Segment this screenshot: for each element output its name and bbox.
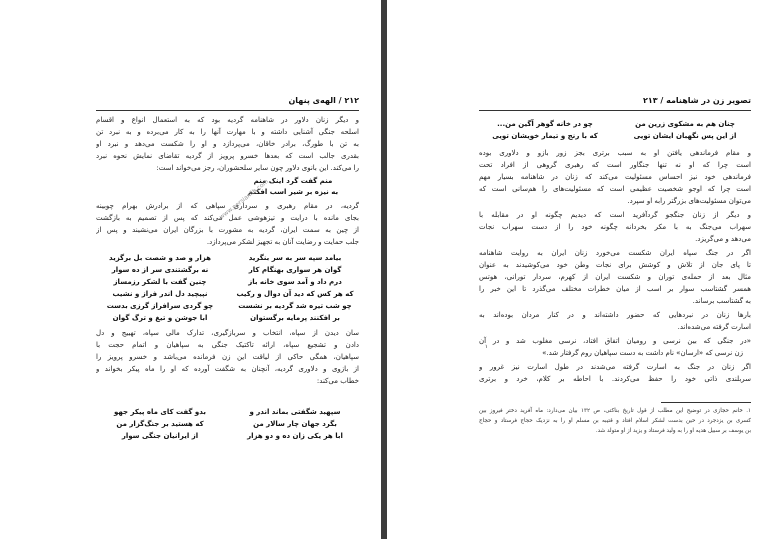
right-page-header: تصویر زن در شاهنامه / ۲۱۳ xyxy=(642,96,751,105)
left-body xyxy=(96,114,359,534)
left-page xyxy=(0,0,381,539)
body-line: جلب حمایت و رضایت آنان به تجهیز لشکر می‌پردازد. xyxy=(206,238,359,246)
right-header-rule xyxy=(479,110,751,111)
verse-hemistich: به نیزه بر شیر اسب افکنم xyxy=(247,188,339,196)
body-line: به گشتاسب برساند. xyxy=(692,297,751,305)
verse-hemistich: درم داد و آمد سوی خانه باز xyxy=(248,278,342,286)
footnote-line: کسری بن یزدجرد در حین بدست لشکر اسلام افتاد و قتیبه بن مسلم او را به نزدیک حجاج فرستاد و حجاج xyxy=(479,418,751,424)
verse-hemistich: نپیچید دل اندر فراز و نشیب xyxy=(112,290,208,298)
body-line: می‌دهد و می‌گریزد. xyxy=(695,235,751,243)
verse-hemistich: ابا جوشن و تیغ و ترگ گوان xyxy=(112,314,208,322)
verse-hemistich: منم گفت گرد اینک منم xyxy=(253,177,333,185)
verse-hemistich: چنین گفت با لشکر رزمساز xyxy=(113,278,207,286)
verse-hemistich: هزار و صد و شصت بل برگزید xyxy=(109,254,211,262)
body-line: سهراب می‌جنگ به با مکر بخردانه چگونه خود را از دست سهراب نجات xyxy=(479,223,751,231)
body-line: می‌توان مسئولیت‌های بزرگتر رابه او سپرد. xyxy=(627,197,751,205)
left-header-rule xyxy=(96,110,359,111)
body-line: مثال بعد از حمله‌ی توران و شکست ایران از کهرم، سردار تورانی، هوتس xyxy=(479,273,751,281)
body-line: بجای مانده با درایت و تیزهوشی عمل می‌کند که پس از تصمیم به بازگشت xyxy=(96,214,359,222)
body-line: اگر در جنگ سپاه ایران شکست می‌خورد زنان ایران به روایت شاهنامه xyxy=(479,249,751,257)
body-line: از بازوی و دلاوری گردیه، آنچنان به شگفت آورده که او را ماه پیکر بخواند و xyxy=(96,365,359,373)
verse-hemistich: گوان هر سواری بهنگام کار xyxy=(248,266,342,274)
body-line: سان دیدن از سپاه، انتخاب و سربازگیری، تدارک مالی سپاه، تهییج و دل xyxy=(96,329,359,337)
watermark: www.persianlib.com xyxy=(218,178,270,221)
body-line: بارها زنان در نبردهایی که حضور داشته‌اند و در کنار مردان بوده‌اند به xyxy=(479,311,751,319)
body-line: دادن و تشجیع سپاه، ارائه تاکتیک جنگی به سپاهیان و اتمام حجت با xyxy=(96,341,359,349)
body-line: زن نرسی که «ارسان» نام داشت به دست سپاهیان روم گرفتار شد.» xyxy=(542,349,743,357)
verse-hemistich: که هستید بر جنگ‌گزار من xyxy=(116,420,204,428)
body-line: اگر زنان در جنگ به اسارت گرفته می‌شدند در طول اسارت نیز غرور و xyxy=(479,363,751,371)
verse-hemistich: چو در خانه گوهر آگین من... xyxy=(497,120,593,128)
body-line: بقدری جالب است که بعدها خسرو پرویز از گردیه تقاضای نمایش نحوه نبرد xyxy=(96,152,359,160)
body-line: به تن با طورگ، برادر خاقان، می‌پردازد و او را شکست می‌دهد و نبرد او xyxy=(96,140,359,148)
left-page-header: ۲۱۲ / الهه‌ی پنهان xyxy=(288,96,359,105)
right-body xyxy=(479,118,751,418)
verse-hemistich: ابا هر یکی زان ده و دو هزار xyxy=(247,432,343,440)
body-line: تا پای جان از تلاش و کوشش برای نجات وطن خود می‌کوشیدند به عنوان xyxy=(479,261,751,269)
right-page xyxy=(387,0,768,539)
body-line: همسر گشتاسب سوار بر اسب از میان خطرات مختلف می‌گذرد تا این خبر را xyxy=(479,285,751,293)
verse-hemistich: سپهبد شگفتی بماند اندر و xyxy=(249,408,341,416)
body-line: سپاهیان، همگی حاکی از لیاقت این زن فرمانده می‌باشد و خسرو پرویز را xyxy=(96,353,359,361)
body-line: و مقام فرماندهی یافتن او به سبب برتری بجز زور بازو و دلاوری بوده xyxy=(479,149,751,157)
body-line: اسلحه جنگی آشنایی داشته و با مهارت آنها را به کار می‌برده و به نبرد تن xyxy=(96,128,359,136)
body-line: سربلندی ذاتی خود را حفظ می‌کردند. با احاطه بر کلام، خرد و برتری xyxy=(479,375,751,383)
verse-hemistich: از این پس نگهبان ایشان تویی xyxy=(633,132,737,140)
footnote-rule xyxy=(661,402,751,403)
body-line: را می‌کند. این بانوی دلاور چون سایر سلحشوران، رجز می‌خواند است: xyxy=(156,164,359,172)
body-line: از چین به سمت ایران، گردیه به مشورت با بزرگان ایران می‌نشیند و پس از xyxy=(96,226,359,234)
verse-hemistich: که هر کس که دید آن دوال و رکیب xyxy=(236,290,354,298)
verse-hemistich: از ایرانیان جنگی سوار xyxy=(121,432,199,440)
body-line: فرماندهی خود نیز احساس مسئولیت می‌کند که زنان در شاهنامه بسیار مهم xyxy=(479,173,751,181)
body-line: است چرا که او نه تنها جنگاور است که رهبری گروهی از افراد تحت xyxy=(479,161,751,169)
body-line: و دیگر از زنان جنگجو گردآفرید است که دیدیم چگونه او در مقابله با xyxy=(479,211,751,219)
body-line: خطاب می‌کند: xyxy=(316,377,359,385)
verse-hemistich: نه برگشتندی سر از ده سوار xyxy=(111,266,209,274)
footnote-line: بن یوسف بر سبیل هدیه او را به ولید فرستاد و یزید از او متولد شد. xyxy=(595,428,751,434)
body-line: و دیگر زنان دلاور در شاهنامه گردیه بود که به استعمال انواع و اقسام xyxy=(96,116,359,124)
body-line: «در جنگی که بین نرسی و رومیان اتفاق افتاد، نرسی مغلوب شد و در آن xyxy=(479,337,751,345)
verse-hemistich: چو گردی سرافراز گرزی بدست xyxy=(106,302,214,310)
body-line: گردیه، در مقام رهبری و سرداری سپاهی که از برادرش بهرام چوبینه xyxy=(96,202,359,210)
verse-hemistich: چنان هم به مشکوی زرین من xyxy=(635,120,735,128)
body-line: است چرا که اوجو شخصیت عظیمی است که مسئولیت‌های را هم‌سانی است که xyxy=(479,185,751,193)
verse-hemistich: بگرد جهان چار سالار من xyxy=(253,420,337,428)
verse-hemistich: بدو گفت کای ماه پیکر جهو xyxy=(114,408,206,416)
footnote-line: ۱. خانم حجازی در توضیح این مطلب از قول تاریخ بناکتی، ص ۱۳۲ بیان می‌دارد: ماه آفرید دختر فیروز بین xyxy=(479,408,751,414)
body-line: اسارت گرفته می‌شده‌اند. xyxy=(677,323,751,331)
footnote-marker: ۱ xyxy=(485,344,488,350)
verse-hemistich: بر افکنند پرمایه برگستوان xyxy=(250,314,340,322)
footnote xyxy=(479,406,751,438)
verse-hemistich: که با رنج و تیمار خویشان تویی xyxy=(492,132,598,140)
verse-hemistich: بیامد سپه سر به سر بنگرید xyxy=(248,254,342,262)
verse-hemistich: چو شب تیره شد گردیه بر نشست xyxy=(238,302,352,310)
